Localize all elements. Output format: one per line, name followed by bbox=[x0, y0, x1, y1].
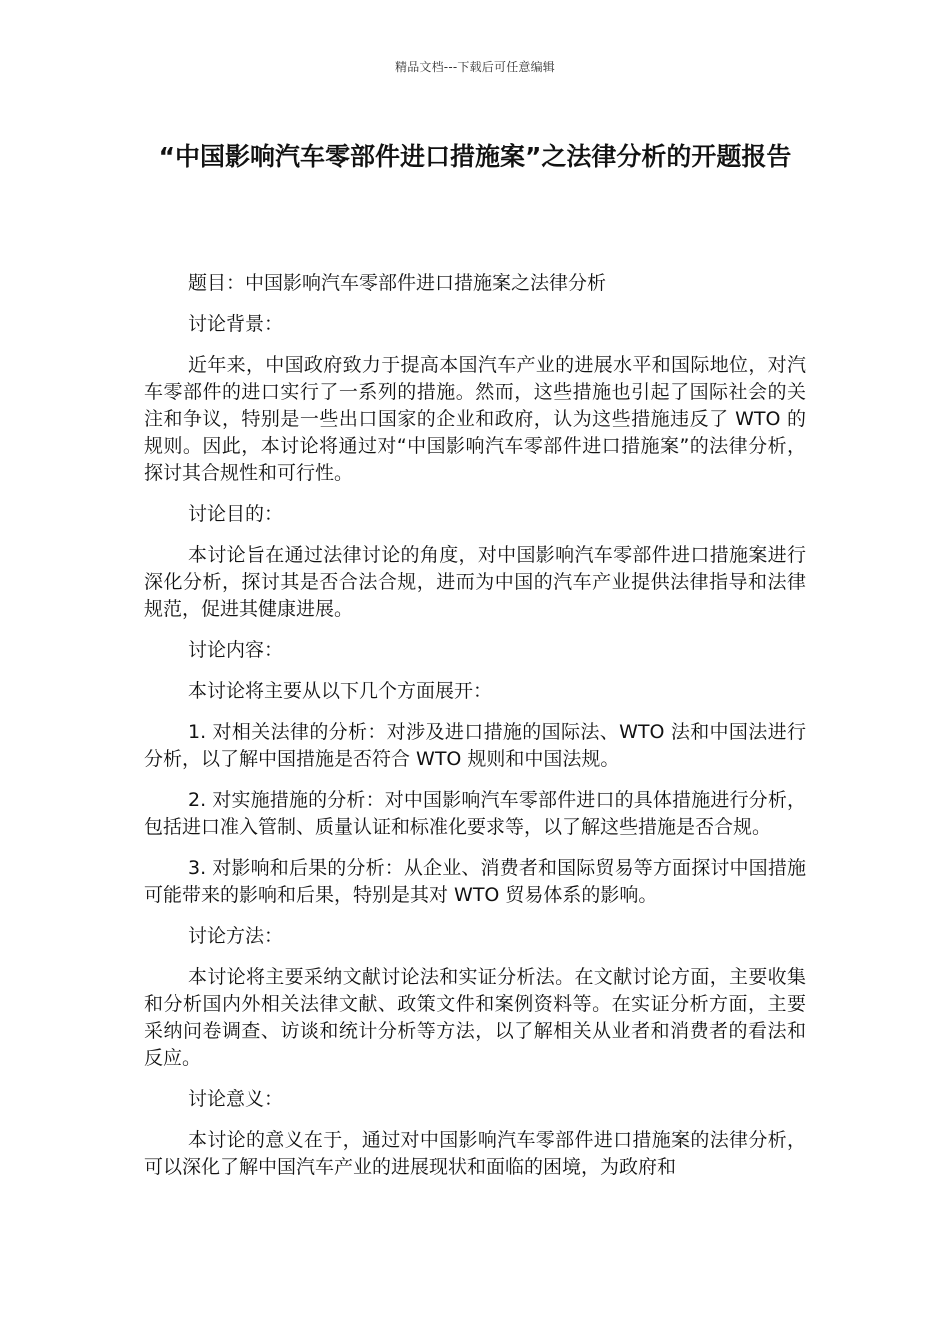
page-header: 精品文档---下载后可任意编辑 bbox=[395, 60, 555, 74]
background-paragraph: 近年来，中国政府致力于提高本国汽车产业的进展水平和国际地位，对汽车零部件的进口实行了一系列的措施。然而，这些措施也引起了国际社会的关注和争议，特别是一些出口国家的企业和政府，认为这些措施违反了 WTO 的规则。因此，本讨论将通过对“中国影响汽车零部件进口措施案”的法律分析，探讨其合规性和可行性。 bbox=[144, 354, 806, 484]
document-body bbox=[144, 270, 806, 1195]
section-heading-significance: 讨论意义： bbox=[188, 1088, 284, 1110]
content-item-1: 1. 对相关法律的分析：对涉及进口措施的国际法、WTO 法和中国法进行分析，以了解中国措施是否符合 WTO 规则和中国法规。 bbox=[144, 721, 806, 770]
method-paragraph: 本讨论将主要采纳文献讨论法和实证分析法。在文献讨论方面，主要收集和分析国内外相关法律文献、政策文件和案例资料等。在实证分析方面，主要采纳问卷调查、访谈和统计分析等方法，以了解相关从业者和消费者的看法和反应。 bbox=[144, 966, 806, 1069]
section-heading-content: 讨论内容： bbox=[188, 639, 284, 661]
purpose-paragraph: 本讨论旨在通过法律讨论的角度，对中国影响汽车零部件进口措施案进行深化分析，探讨其是否合法合规，进而为中国的汽车产业提供法律指导和法律规范，促进其健康进展。 bbox=[144, 544, 806, 620]
section-heading-method: 讨论方法： bbox=[188, 925, 284, 947]
topic-paragraph: 题目：中国影响汽车零部件进口措施案之法律分析 bbox=[188, 272, 607, 294]
content-item-3: 3. 对影响和后果的分析：从企业、消费者和国际贸易等方面探讨中国措施可能带来的影响和后果，特别是其对 WTO 贸易体系的影响。 bbox=[144, 857, 806, 906]
section-heading-background: 讨论背景： bbox=[188, 313, 284, 335]
significance-paragraph: 本讨论的意义在于，通过对中国影响汽车零部件进口措施案的法律分析，可以深化了解中国汽车产业的进展现状和面临的困境，为政府和 bbox=[144, 1129, 806, 1178]
content-intro-paragraph: 本讨论将主要从以下几个方面展开： bbox=[188, 680, 493, 702]
section-heading-purpose: 讨论目的： bbox=[188, 503, 284, 525]
content-item-2: 2. 对实施措施的分析：对中国影响汽车零部件进口的具体措施进行分析，包括进口准入管制、质量认证和标准化要求等，以了解这些措施是否合规。 bbox=[144, 789, 806, 838]
document-title: “中国影响汽车零部件进口措施案”之法律分析的开题报告 bbox=[158, 142, 792, 171]
